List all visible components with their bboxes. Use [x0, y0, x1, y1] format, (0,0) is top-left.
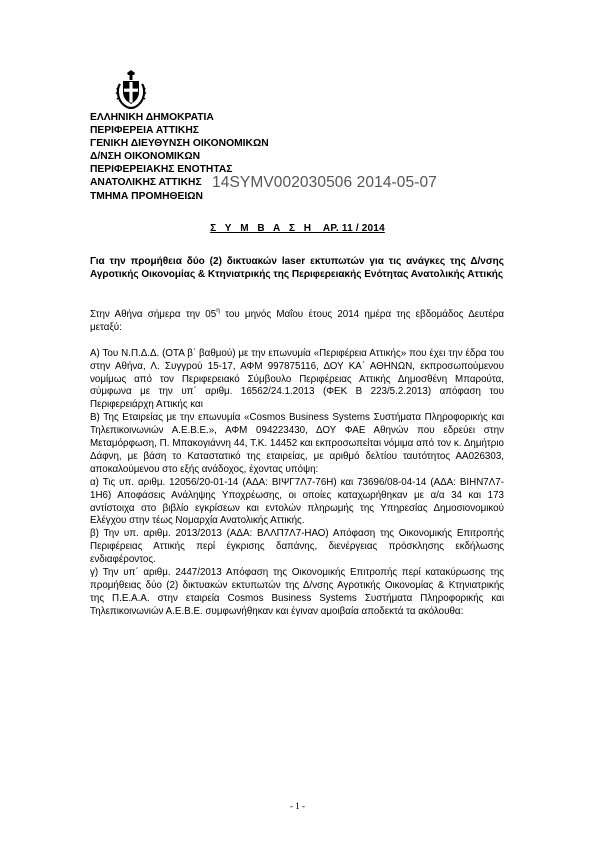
contract-number: ΑΡ. 11 / 2014: [322, 223, 385, 234]
document-stamp-code: 14SYMV002030506 2014-05-07: [212, 174, 437, 191]
party-a-paragraph: Α) Του Ν.Π.Δ.Δ. (ΟΤΑ β΄ βαθμού) με την επωνυμία «Περιφέρεια Αττικής» που έχει την έδρα του στην Αθήνα, Λ. Συγγρού 15-17, ΑΦΜ 997875116, ΔΟΥ ΚΑ΄ ΑΘΗΝΩΝ, εκπροσωπούμενου νομίμως από τον Περιφερειακό Σύμβουλο Περιφέρειας Αττικής Δημοσθένη Μπαρούτα, σύμφωνα με την υπ΄ αριθμ. 16562/24.1.2013 (ΦΕΚ Β 223/5.2.2013) απόφαση του Περιφερειάρχη Αττικής και: [90, 347, 504, 411]
header-line: ΠΕΡΙΦΕΡΕΙΑΚΗΣ ΕΝΟΤΗΤΑΣ: [90, 164, 233, 176]
greek-coat-of-arms-icon: [113, 69, 149, 109]
header-line: ΑΝΑΤΟΛΙΚΗΣ ΑΤΤΙΚΗΣ: [90, 177, 202, 189]
header-line: ΤΜΗΜΑ ΠΡΟΜΗΘΕΙΩΝ: [90, 190, 203, 202]
party-b-paragraph: Β) Της Εταιρείας με την επωνυμία «Cosmos Business Systems Συστήματα Πληροφορικής και Τηλεπικοινωνιών Α.Ε.Β.Ε.», ΑΦΜ 094223430, ΔΟΥ ΦΑΕ Αθηνών που εδρεύει στην Μεταμόρφωση, Π. Μπακογιάννη 44, Τ.Κ. 14452 και εκπροσωπείται νόμιμα από τον κ. Δημήτριο Δάφνη, με βάση το Καταστατικό της εταιρείας, με αριθμό δελτίου ταυτότητος ΑΑ026303, αποκαλούμενου στο εξής ανάδοχος, έχοντας υπόψη:: [90, 412, 504, 475]
item-b-paragraph: β) Την υπ. αριθμ. 2013/2013 (ΑΔΑ: ΒΛΛΠ7Λ7-ΗΑΟ) Απόφαση της Οικονομικής Επιτροπής Περιφέρειας Αττικής περί έγκρισης δαπάνης, διενέργειας πρόσκλησης εκδήλωσης ενδιαφέροντος.: [90, 528, 504, 566]
contract-subject: Για την προμήθεια δύο (2) δικτυακών laser εκτυπωτών για τις ανάγκες της Δ/νσης Αγροτικής Οικονομίας & Κτηνιατρικής της Περιφερειακής Ενότητας Ανατολικής Αττικής: [90, 256, 504, 281]
contract-body: [90, 306, 504, 619]
header-line: ΕΛΛΗΝΙΚΗ ΔΗΜΟΚΡΑΤΙΑ: [90, 112, 214, 123]
header-line: Δ/ΝΣΗ ΟΙΚΟΝΟΜΙΚΩΝ: [90, 151, 201, 163]
header-line: ΓΕΝΙΚΗ ΔΙΕΥΘΥΝΣΗ ΟΙΚΟΝΟΜΙΚΩΝ: [90, 138, 269, 150]
intro-paragraph: Στην Αθήνα σήμερα την $05^\eta$ του μηνός Μαΐου έτους 2014 ημέρα της εβδομάδος Δευτέρα μεταξύ:: [90, 306, 504, 333]
item-a-paragraph: α) Τις υπ. αριθμ. 12056/20-01-14 (ΑΔΑ: ΒΙΨΓ7Λ7-76Η) και 73696/08-04-14 (ΑΔΑ: ΒΙΗΝ7Λ7-1Η6) Αποφάσεις Ανάληψης Υποχρέωσης, οι οποίες καταχωρήθηκαν με α/α 34 και 173 αντίστοιχα στο βιβλίο εγκρίσεων και εντολών πληρωμής της Υπηρεσίας Δημοσιονομικού Ελέγχου στην τέως Νομαρχία Ανατολικής Αττικής.: [90, 476, 504, 527]
item-c-paragraph: γ) Την υπ΄ αριθμ. 2447/2013 Απόφαση της Οικονομικής Επιτροπής περί κατακύρωσης της προμήθειας δύο (2) δικτυακών εκτυπωτών της Δ/νσης Αγροτικής Οικονομίας & Κτηνιατρικής της Π.Ε.Α.Α. στην εταιρεία Cosmos Business Systems Συστήματα Πληροφορικής και Τηλεπικοινωνιών Α.Ε.Β.Ε. συμφωνήθηκαν και έγιναν αμοιβαία αποδεκτά τα ακόλουθα:: [90, 567, 504, 617]
page-number: - 1 -: [290, 801, 305, 811]
header-line: ΠΕΡΙΦΕΡΕΙΑ ΑΤΤΙΚΗΣ: [90, 125, 199, 137]
contract-title-word: Σ Υ Μ Β Α Σ Η: [210, 223, 314, 234]
contract-title: [0, 223, 595, 234]
